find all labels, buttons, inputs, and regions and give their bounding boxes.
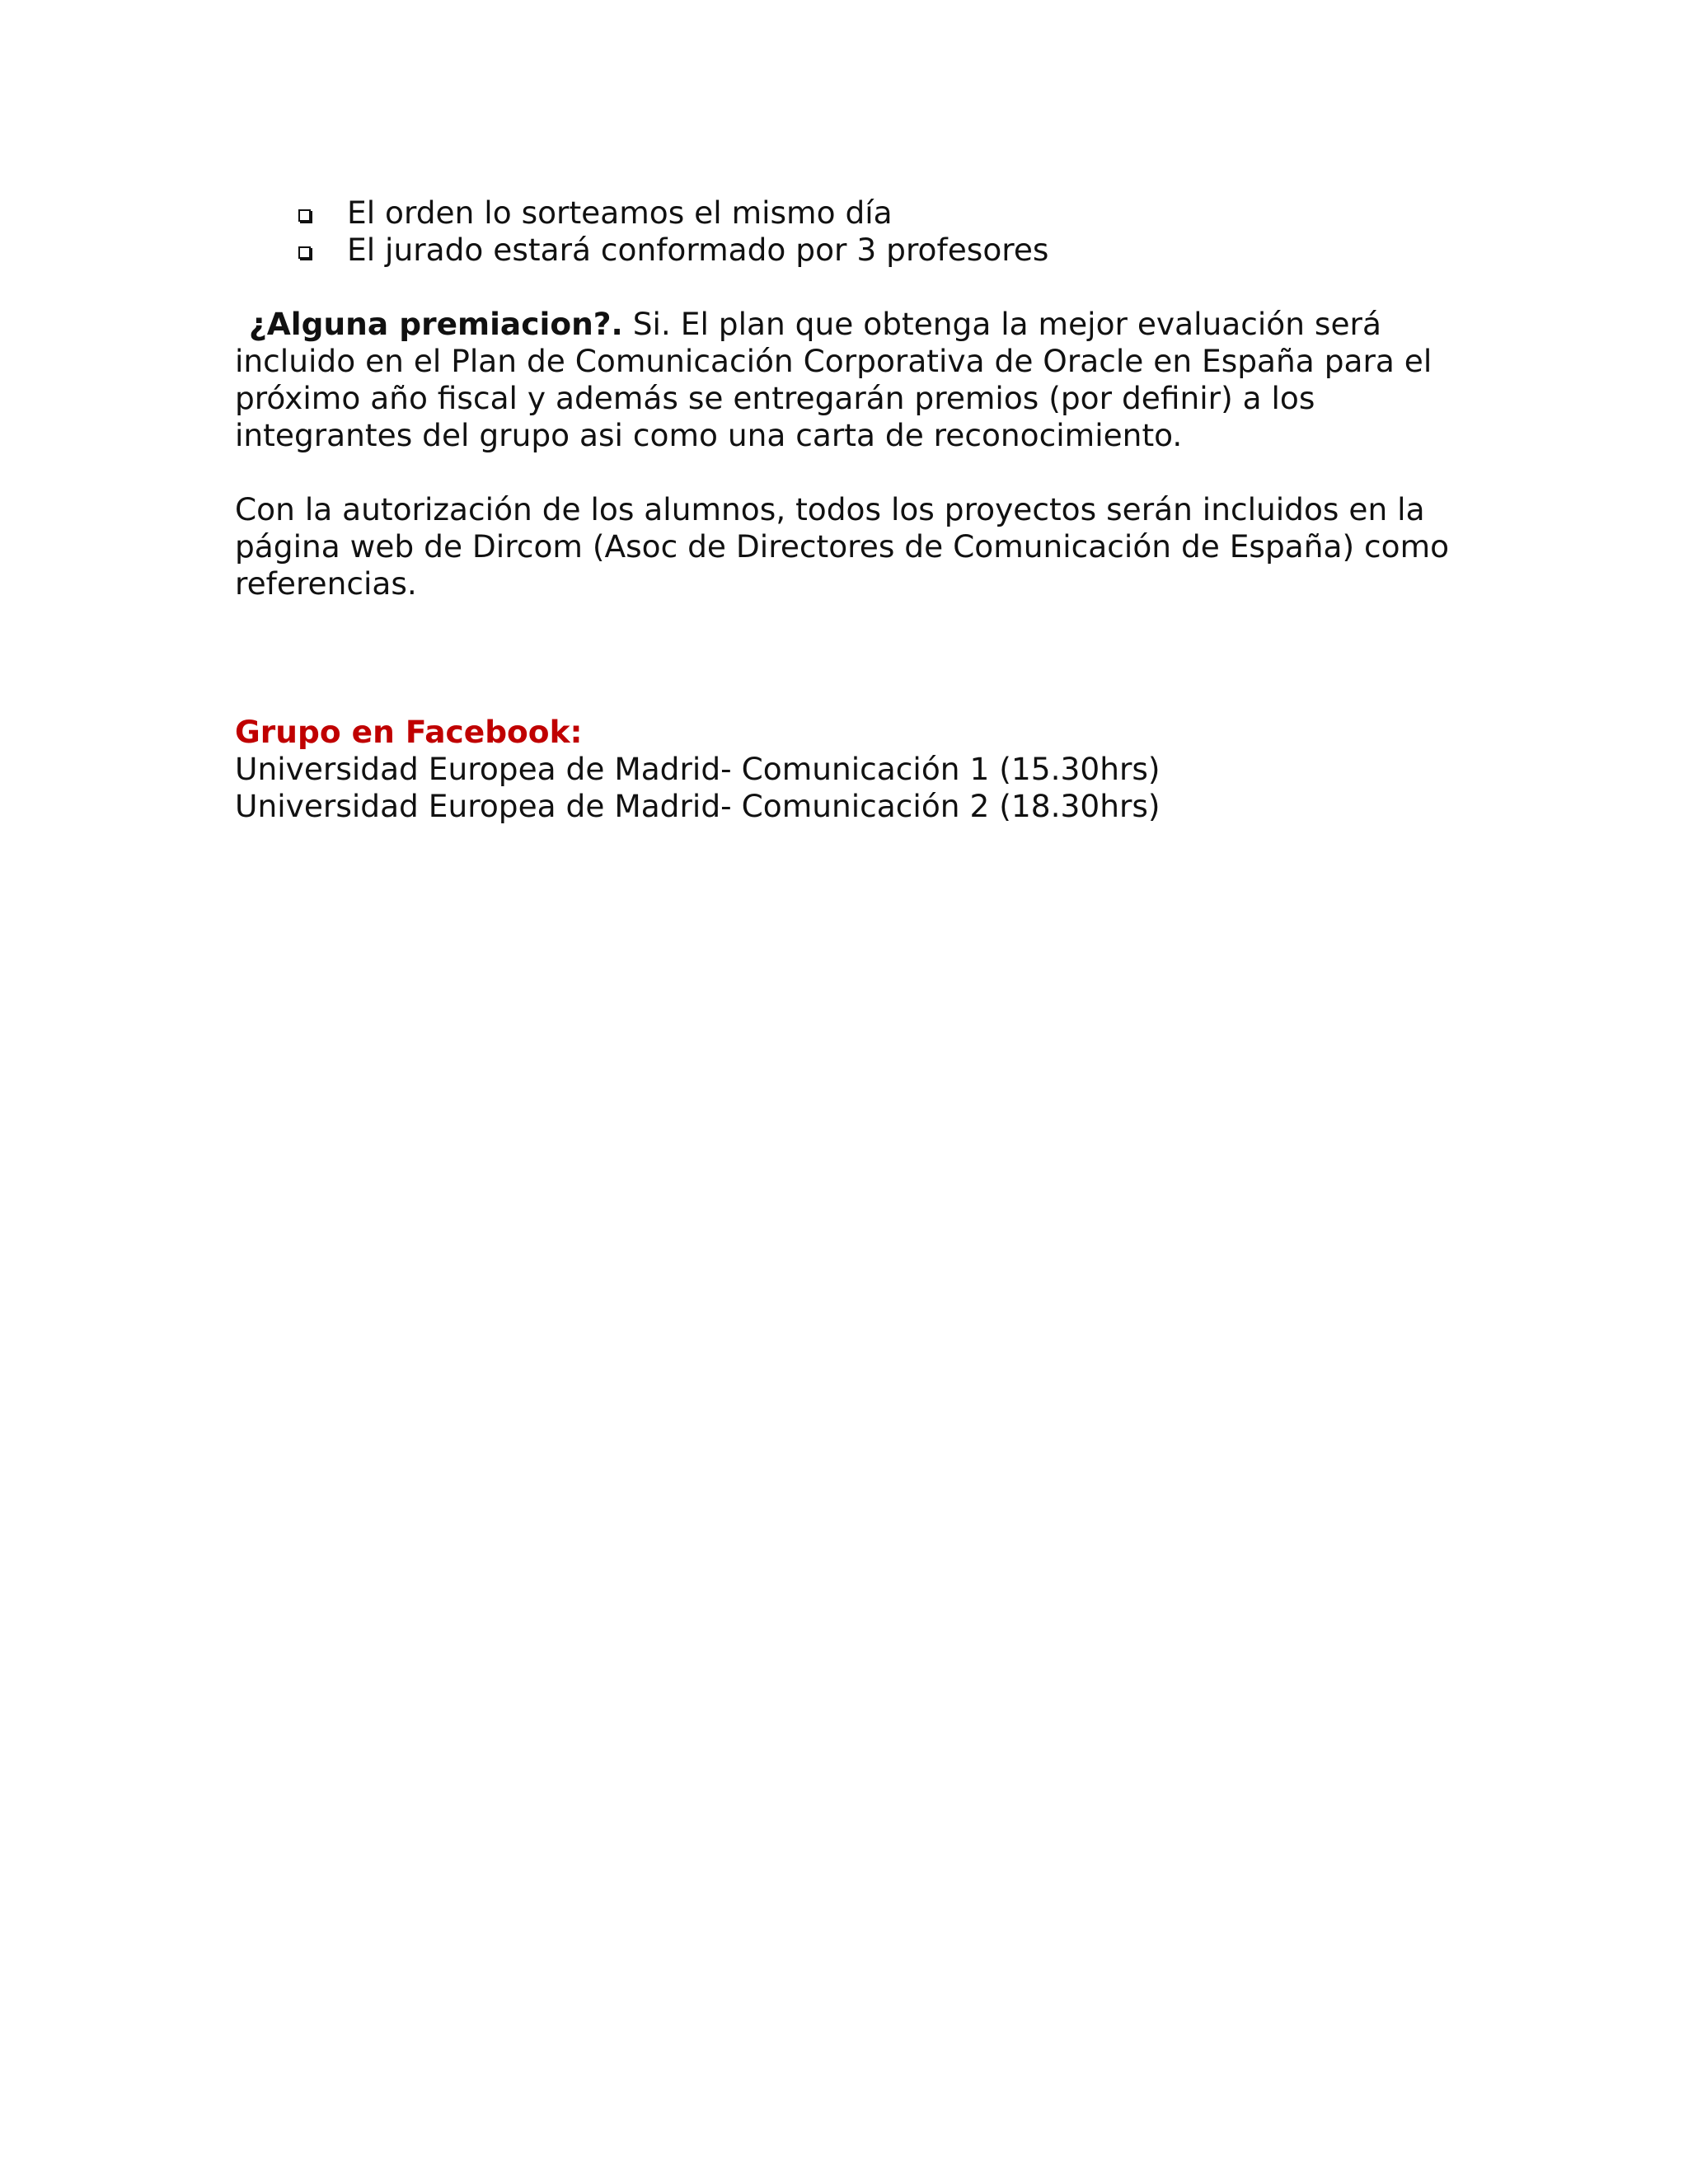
checkbox-square-icon [298,246,311,259]
facebook-heading: Grupo en Facebook: [235,714,583,750]
authorization-line: página web de Dircom (Asoc de Directores de Comunicación de España) como [235,528,1450,565]
document-body [235,194,1450,825]
bullet-list [235,194,1447,269]
list-item [235,194,1447,232]
list-item [235,232,1447,269]
prize-line: Si. El plan que obtenga la mejor evaluación será [622,306,1381,342]
prize-paragraph [235,306,1447,454]
prize-line: próximo año fiscal y además se entregarán premios (por definir) a los [235,380,1315,416]
authorization-line: Con la autorización de los alumnos, todos los proyectos serán incluidos en la [235,491,1425,527]
checkbox-square-icon [298,209,311,222]
authorization-paragraph [235,491,1450,602]
facebook-section [235,714,1447,825]
bullet-text: El orden lo sorteamos el mismo día [347,194,893,231]
prize-line: incluido en el Plan de Comunicación Corporativa de Oracle en España para el [235,343,1432,379]
facebook-group: Universidad Europea de Madrid- Comunicación 2 (18.30hrs) [235,788,1160,824]
facebook-group: Universidad Europea de Madrid- Comunicación 1 (15.30hrs) [235,751,1160,787]
authorization-line: referencias. [235,565,417,602]
prize-line: integrantes del grupo asi como una carta de reconocimiento. [235,417,1183,453]
prize-question: ¿Alguna premiacion?. [249,306,623,342]
bullet-text: El jurado estará conformado por 3 profesores [347,232,1049,268]
